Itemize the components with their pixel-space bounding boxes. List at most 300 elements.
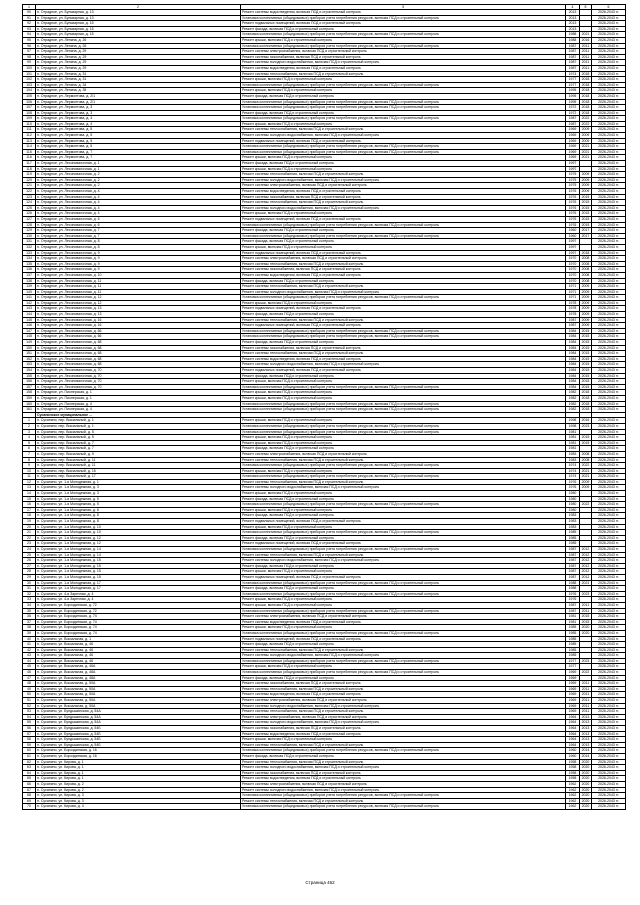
row-number: 139 bbox=[23, 284, 36, 290]
last-repair-year-cell: 2009 bbox=[580, 323, 592, 329]
last-repair-year-cell: 2015 bbox=[580, 200, 592, 206]
planned-period-cell: 2026-2043 гг. bbox=[592, 429, 626, 435]
year-built-cell: 2013 bbox=[566, 15, 580, 21]
work-type-cell: Ремонт системы теплоснабжения, включая ПСД и строительный контроль bbox=[241, 647, 566, 653]
row-number: 24 bbox=[23, 547, 36, 553]
work-type-cell: Установка коллективных (общедомовых) приборов учета потребления ресурсов, включая ПСД и строительный контроль bbox=[241, 295, 566, 301]
row-number: 158 bbox=[23, 390, 36, 396]
last-repair-year-cell: 2012 bbox=[580, 563, 592, 569]
row-number: 54 bbox=[23, 714, 36, 720]
row-number: 136 bbox=[23, 267, 36, 273]
work-type-cell: Ремонт фасада, включая ПСД и строительный контроль bbox=[241, 642, 566, 648]
last-repair-year-cell: 2015 bbox=[580, 194, 592, 200]
column-number: 3 bbox=[241, 5, 566, 10]
address-cell: п. Отрадное, ул. Бульварная, д. 15 bbox=[36, 21, 241, 27]
row-number: 69 bbox=[23, 798, 36, 804]
planned-period-cell: 2026-2043 гг. bbox=[592, 379, 626, 385]
work-type-cell: Ремонт системы теплоснабжения, включая ПСД и строительный контроль bbox=[241, 457, 566, 463]
column-number: 1 bbox=[23, 5, 36, 10]
planned-period-cell: 2026-2043 гг. bbox=[592, 524, 626, 530]
last-repair-year-cell: 2011 bbox=[580, 65, 592, 71]
work-type-cell: Ремонт системы водоотведения, включая ПСД и строительный контроль bbox=[241, 619, 566, 625]
row-number: 130 bbox=[23, 233, 36, 239]
address-cell: п. Отрадное, ул. Лермонтова, д. 5 bbox=[36, 133, 241, 139]
last-repair-year-cell: 2014 bbox=[580, 753, 592, 759]
work-type-cell: Установка коллективных (общедомовых) приборов учета потребления ресурсов, включая ПСД и строительный контроль bbox=[241, 144, 566, 150]
row-number: 159 bbox=[23, 395, 36, 401]
address-cell: п. Отрадное, ул. Лесоповалочная, д. 70 bbox=[36, 373, 241, 379]
planned-period-cell: 2026-2043 гг. bbox=[592, 351, 626, 357]
year-built-cell: 1964 bbox=[566, 726, 580, 732]
year-built-cell: 1997 bbox=[566, 161, 580, 167]
last-repair-year-cell: 2015 bbox=[580, 216, 592, 222]
work-type-cell: Ремонт системы холодного водоснабжения, включая ПСД и строительный контроль bbox=[241, 703, 566, 709]
planned-period-cell: 2026-2043 гг. bbox=[592, 138, 626, 144]
row-number: 146 bbox=[23, 323, 36, 329]
work-type-cell: Установка коллективных (общедомовых) приборов учета потребления ресурсов, включая ПСД и строительный контроль bbox=[241, 401, 566, 407]
work-type-cell: Установка коллективных (общедомовых) приборов учета потребления ресурсов, включая ПСД и строительный контроль bbox=[241, 591, 566, 597]
year-built-cell: 1977 bbox=[566, 658, 580, 664]
year-built-cell: 1985 bbox=[566, 642, 580, 648]
row-number: 32 bbox=[23, 591, 36, 597]
work-type-cell: Ремонт фасада, включая ПСД и строительный контроль bbox=[241, 586, 566, 592]
row-number: 103 bbox=[23, 82, 36, 88]
planned-period-cell: 2026-2043 гг. bbox=[592, 93, 626, 99]
address-cell: п. Сусанино, ул. Вокзальная, д. 46 bbox=[36, 653, 241, 659]
work-type-cell: Ремонт системы газоснабжения, включая ПСД и строительный контроль bbox=[241, 345, 566, 351]
work-type-cell: Ремонт фасада, включая ПСД и строительный контроль bbox=[241, 513, 566, 519]
year-built-cell: 1962 bbox=[566, 793, 580, 799]
address-cell: п. Отрадное, ул. Лесоповалочная, д. 11 bbox=[36, 289, 241, 295]
year-built-cell: 1987 bbox=[566, 60, 580, 66]
year-built-cell: 1982 bbox=[566, 407, 580, 413]
year-built-cell: 1974 bbox=[566, 468, 580, 474]
last-repair-year-cell: 2012 bbox=[580, 547, 592, 553]
work-type-cell: Ремонт фасада, включая ПСД и строительный контроль bbox=[241, 446, 566, 452]
last-repair-year-cell: 2023 bbox=[580, 591, 592, 597]
planned-period-cell: 2026-2043 гг. bbox=[592, 574, 626, 580]
planned-period-cell: 2026-2043 гг. bbox=[592, 155, 626, 161]
last-repair-year-cell: 2009 bbox=[580, 289, 592, 295]
planned-period-cell: 2026-2043 гг. bbox=[592, 205, 626, 211]
work-type-cell: Ремонт крыши, включая ПСД и строительный контроль bbox=[241, 77, 566, 83]
work-type-cell: Ремонт подвальных помещений, включая ПСД и строительный контроль bbox=[241, 574, 566, 580]
year-built-cell: 1974 bbox=[566, 463, 580, 469]
planned-period-cell: 2026-2043 гг. bbox=[592, 496, 626, 502]
work-type-cell: Ремонт системы теплоснабжения, включая ПСД и строительный контроль bbox=[241, 798, 566, 804]
work-type-cell: Ремонт системы газоснабжения, включая ПСД и строительный контроль bbox=[241, 681, 566, 687]
work-type-cell: Ремонт подвальных помещений, включая ПСД и строительный контроль bbox=[241, 323, 566, 329]
planned-period-cell: 2026-2043 гг. bbox=[592, 211, 626, 217]
work-type-cell: Установка коллективных (общедомовых) приборов учета потребления ресурсов, включая ПСД и строительный контроль bbox=[241, 658, 566, 664]
last-repair-year-cell: 2022 bbox=[580, 502, 592, 508]
work-type-cell: Ремонт системы холодного водоснабжения, включая ПСД и строительный контроль bbox=[241, 787, 566, 793]
last-repair-year-cell: 2014 bbox=[580, 748, 592, 754]
last-repair-year-cell: 2009 bbox=[580, 317, 592, 323]
table-row bbox=[23, 804, 626, 810]
address-cell: п. Отрадное, ул. Ленина, д. 31 bbox=[36, 71, 241, 77]
work-type-cell: Ремонт системы водоотведения, включая ПСД и строительный контроль bbox=[241, 272, 566, 278]
planned-period-cell: 2026-2043 гг. bbox=[592, 345, 626, 351]
row-number: 13 bbox=[23, 485, 36, 491]
address-cell: п. Отрадное, ул. Пионерская, д. 1 bbox=[36, 390, 241, 396]
last-repair-year-cell: 2013 bbox=[580, 737, 592, 743]
row-number: 1 bbox=[23, 418, 36, 424]
year-built-cell: 1972 bbox=[566, 110, 580, 116]
address-cell: п. Отрадное, ул. Лесоповалочная, д. 13 bbox=[36, 312, 241, 318]
row-number: 160 bbox=[23, 401, 36, 407]
planned-period-cell: 2026-2043 гг. bbox=[592, 228, 626, 234]
address-cell: п. Сусанино, ул. 1-я Молодежная, д. 10 bbox=[36, 524, 241, 530]
year-built-cell: 1976 bbox=[566, 216, 580, 222]
work-type-cell: Установка коллективных (общедомовых) приборов учета потребления ресурсов, включая ПСД и строительный контроль bbox=[241, 334, 566, 340]
work-type-cell: Ремонт крыши, включая ПСД и строительный контроль bbox=[241, 121, 566, 127]
year-built-cell: 2013 bbox=[566, 21, 580, 27]
address-cell: п. Сусанино, ул. Вокзальная, д. 46 bbox=[36, 642, 241, 648]
work-type-cell: Ремонт фасада, включая ПСД и строительный контроль bbox=[241, 675, 566, 681]
work-type-cell: Ремонт подвальных помещений, включая ПСД и строительный контроль bbox=[241, 541, 566, 547]
work-type-cell: Ремонт подвальных помещений, включая ПСД и строительный контроль bbox=[241, 21, 566, 27]
address-cell: п. Отрадное, ул. Ленина, д. 29 bbox=[36, 65, 241, 71]
planned-period-cell: 2026-2043 гг. bbox=[592, 233, 626, 239]
work-type-cell: Ремонт системы теплоснабжения, включая ПСД и строительный контроль bbox=[241, 284, 566, 290]
row-number: 53 bbox=[23, 709, 36, 715]
planned-period-cell: 2026-2043 гг. bbox=[592, 787, 626, 793]
year-built-cell: 2013 bbox=[566, 10, 580, 16]
year-built-cell: 1984 bbox=[566, 379, 580, 385]
year-built-cell: 1971 bbox=[566, 289, 580, 295]
row-number: 149 bbox=[23, 340, 36, 346]
row-number: 125 bbox=[23, 205, 36, 211]
work-type-cell: Ремонт системы теплоснабжения, включая ПСД и строительный контроль bbox=[241, 709, 566, 715]
work-type-cell: Ремонт подвальных помещений, включая ПСД и строительный контроль bbox=[241, 368, 566, 374]
planned-period-cell: 2026-2043 гг. bbox=[592, 569, 626, 575]
work-type-cell: Установка коллективных (общедомовых) приборов учета потребления ресурсов, включая ПСД и строительный контроль bbox=[241, 32, 566, 38]
year-built-cell: 1985 bbox=[566, 625, 580, 631]
address-cell: п. Отрадное, ул. Лесоповалочная, д. 4 bbox=[36, 189, 241, 195]
planned-period-cell: 2026-2043 гг. bbox=[592, 71, 626, 77]
row-number: 22 bbox=[23, 535, 36, 541]
planned-period-cell: 2026-2043 гг. bbox=[592, 552, 626, 558]
work-type-cell: Ремонт системы теплоснабжения, включая ПСД и строительный контроль bbox=[241, 742, 566, 748]
planned-period-cell: 2026-2043 гг. bbox=[592, 535, 626, 541]
work-type-cell: Ремонт системы электроснабжения, включая ПСД и строительный контроль bbox=[241, 49, 566, 55]
row-number: 101 bbox=[23, 71, 36, 77]
address-cell: п. Сусанино, ул. Вокзальная, д. 50А bbox=[36, 703, 241, 709]
last-repair-year-cell: 2015 bbox=[580, 362, 592, 368]
address-cell: п. Сусанино, ул. Бундышинская, д. 54А bbox=[36, 714, 241, 720]
address-cell: п. Отрадное, ул. Лесоповалочная, д. 12 bbox=[36, 300, 241, 306]
last-repair-year-cell: 2020 bbox=[580, 765, 592, 771]
planned-period-cell: 2026-2043 гг. bbox=[592, 491, 626, 497]
work-type-cell: Ремонт фасада, включая ПСД и строительный контроль bbox=[241, 535, 566, 541]
work-type-cell: Ремонт системы холодного водоснабжения, включая ПСД и строительный контроль bbox=[241, 765, 566, 771]
year-built-cell: 1983 bbox=[566, 457, 580, 463]
address-cell: п. Сусанино, ул. Кирова, д. 3 bbox=[36, 798, 241, 804]
row-number: 12 bbox=[23, 479, 36, 485]
last-repair-year-cell: 2018 bbox=[580, 110, 592, 116]
work-type-cell: Ремонт системы газоснабжения, включая ПСД и строительный контроль bbox=[241, 726, 566, 732]
last-repair-year-cell: 2009 bbox=[580, 138, 592, 144]
address-cell: п. Отрадное, ул. Лесоповалочная, д. 7 bbox=[36, 228, 241, 234]
address-cell: п. Отрадное, ул. Лесоповалочная, д. 66 bbox=[36, 334, 241, 340]
row-number: 108 bbox=[23, 110, 36, 116]
row-number: 4 bbox=[23, 435, 36, 441]
address-cell: п. Отрадное, ул. Лесоповалочная, д. 1 bbox=[36, 166, 241, 172]
year-built-cell: 1962 bbox=[566, 781, 580, 787]
row-number: 65 bbox=[23, 776, 36, 782]
row-number: 44 bbox=[23, 658, 36, 664]
year-built-cell: 1962 bbox=[566, 804, 580, 810]
address-cell: п. Отрадное, ул. Бульварная, д. 15 bbox=[36, 32, 241, 38]
row-number: 96 bbox=[23, 43, 36, 49]
year-built-cell: 1976 bbox=[566, 194, 580, 200]
address-cell: п. Сусанино, пер. Вокзальный, д. 7 bbox=[36, 446, 241, 452]
row-number: 114 bbox=[23, 144, 36, 150]
row-number: 16 bbox=[23, 502, 36, 508]
planned-period-cell: 2026-2043 гг. bbox=[592, 340, 626, 346]
planned-period-cell: 2026-2043 гг. bbox=[592, 591, 626, 597]
planned-period-cell: 2026-2043 гг. bbox=[592, 580, 626, 586]
row-number: 56 bbox=[23, 726, 36, 732]
year-built-cell: 1978 bbox=[566, 300, 580, 306]
address-cell: п. Сусанино, ул. 1-я Молодежная, д. 8 bbox=[36, 513, 241, 519]
work-type-cell: Ремонт системы водоотведения, включая ПСД и строительный контроль bbox=[241, 356, 566, 362]
row-number: 106 bbox=[23, 99, 36, 105]
planned-period-cell: 2026-2043 гг. bbox=[592, 457, 626, 463]
planned-period-cell: 2026-2043 гг. bbox=[592, 653, 626, 659]
planned-period-cell: 2026-2043 гг. bbox=[592, 507, 626, 513]
year-built-cell: 1976 bbox=[566, 211, 580, 217]
row-number: 119 bbox=[23, 172, 36, 178]
row-number: 28 bbox=[23, 569, 36, 575]
address-cell: п. Сусанино, ул. 1-я Молодежная, д. 17 bbox=[36, 586, 241, 592]
row-number: 58 bbox=[23, 737, 36, 743]
year-built-cell: 1983 bbox=[566, 451, 580, 457]
planned-period-cell: 2026-2043 гг. bbox=[592, 323, 626, 329]
row-number: 98 bbox=[23, 54, 36, 60]
address-cell: п. Отрадное, ул. Лесоповалочная, д. 8 bbox=[36, 244, 241, 250]
last-repair-year-cell: 2015 bbox=[580, 373, 592, 379]
address-cell: п. Отрадное, ул. Ленина, д. 34 bbox=[36, 82, 241, 88]
work-type-cell: Ремонт крыши, включая ПСД и строительный контроль bbox=[241, 440, 566, 446]
year-built-cell: 1985 bbox=[566, 541, 580, 547]
address-cell: п. Отрадное, ул. Лесоповалочная, д. 66 bbox=[36, 328, 241, 334]
row-number: 111 bbox=[23, 127, 36, 133]
work-type-cell: Ремонт фасада, включая ПСД и строительный контроль bbox=[241, 239, 566, 245]
last-repair-year-cell: 2022 bbox=[580, 121, 592, 127]
row-number: 161 bbox=[23, 407, 36, 413]
address-cell: п. Отрадное, ул. Лесоповалочная, д. 11 bbox=[36, 284, 241, 290]
last-repair-year-cell: 2021 bbox=[580, 474, 592, 480]
row-number: 55 bbox=[23, 720, 36, 726]
year-built-cell: 1969 bbox=[566, 138, 580, 144]
work-type-cell: Ремонт крыши, включая ПСД и строительный контроль bbox=[241, 395, 566, 401]
last-repair-year-cell: 2020 bbox=[580, 787, 592, 793]
planned-period-cell: 2026-2043 гг. bbox=[592, 328, 626, 334]
row-number: 147 bbox=[23, 328, 36, 334]
year-built-cell: 1997 bbox=[566, 250, 580, 256]
year-built-cell: 1988 bbox=[566, 580, 580, 586]
work-type-cell: Ремонт подвальных помещений, включая ПСД и строительный контроль bbox=[241, 519, 566, 525]
row-number: 104 bbox=[23, 88, 36, 94]
work-type-cell: Установка коллективных (общедомовых) приборов учета потребления ресурсов, включая ПСД и строительный контроль bbox=[241, 82, 566, 88]
work-type-cell: Ремонт системы теплоснабжения, включая ПСД и строительный контроль bbox=[241, 759, 566, 765]
year-built-cell: 1962 bbox=[566, 787, 580, 793]
row-number: 40 bbox=[23, 636, 36, 642]
row-number: 156 bbox=[23, 379, 36, 385]
work-type-cell: Ремонт системы холодного водоснабжения, включая ПСД и строительный контроль bbox=[241, 133, 566, 139]
planned-period-cell: 2026-2043 гг. bbox=[592, 77, 626, 83]
address-cell: п. Сусанино, ул. Вокзальная, д. 46 bbox=[36, 658, 241, 664]
last-repair-year-cell: 2015 bbox=[580, 205, 592, 211]
year-built-cell: 1981 bbox=[566, 614, 580, 620]
address-cell: п. Отрадное, ул. Лесоповалочная, д. 2 bbox=[36, 183, 241, 189]
last-repair-year-cell: 2012 bbox=[580, 574, 592, 580]
year-built-cell: 1988 bbox=[566, 37, 580, 43]
address-cell: п. Сусанино, ул. Бундышинская, д. 54Б bbox=[36, 726, 241, 732]
work-type-cell: Установка коллективных (общедомовых) приборов учета потребления ресурсов, включая ПСД и строительный контроль bbox=[241, 116, 566, 122]
planned-period-cell: 2026-2043 гг. bbox=[592, 558, 626, 564]
planned-period-cell: 2026-2043 гг. bbox=[592, 798, 626, 804]
address-cell: п. Сусанино, ул. 1-я Молодежная, д. 10 bbox=[36, 530, 241, 536]
row-number: 8 bbox=[23, 457, 36, 463]
address-cell: п. Сусанино, ул. Бундышинская, д. 54А bbox=[36, 720, 241, 726]
address-cell: п. Отрадное, ул. Бульварная, д. 15 bbox=[36, 26, 241, 32]
year-built-cell: 1969 bbox=[566, 127, 580, 133]
planned-period-cell: 2026-2043 гг. bbox=[592, 278, 626, 284]
address-cell: п. Отрадное, ул. Лесоповалочная, д. 4 bbox=[36, 200, 241, 206]
planned-period-cell: 2026-2043 гг. bbox=[592, 731, 626, 737]
work-type-cell: Установка коллективных (общедомовых) приборов учета потребления ресурсов, включая ПСД и строительный контроль bbox=[241, 15, 566, 21]
planned-period-cell: 2026-2043 гг. bbox=[592, 720, 626, 726]
work-type-cell: Ремонт крыши, включая ПСД и строительный контроль bbox=[241, 435, 566, 441]
year-built-cell: 1980 bbox=[566, 507, 580, 513]
year-built-cell: 1958 bbox=[566, 776, 580, 782]
year-built-cell: 1976 bbox=[566, 591, 580, 597]
year-built-cell: 1983 bbox=[566, 524, 580, 530]
address-cell: п. Отрадное, ул. Лесоповалочная, д. 68 bbox=[36, 340, 241, 346]
address-cell: п. Сусанино, пер. Вокзальный, д. 9 bbox=[36, 451, 241, 457]
last-repair-year-cell: 2013 bbox=[580, 726, 592, 732]
last-repair-year-cell: 2009 bbox=[580, 300, 592, 306]
work-type-cell: Ремонт системы водоотведения, включая ПСД и строительный контроль bbox=[241, 692, 566, 698]
address-cell: п. Сусанино, ул. 1-я Молодежная, д. 5 bbox=[36, 496, 241, 502]
last-repair-year-cell: 2021 bbox=[580, 32, 592, 38]
planned-period-cell: 2026-2043 гг. bbox=[592, 10, 626, 16]
address-cell: п. Отрадное, ул. Лесоповалочная, д. 70 bbox=[36, 384, 241, 390]
address-cell: п. Отрадное, ул. Лесоповалочная, д. 13 bbox=[36, 306, 241, 312]
row-number: 155 bbox=[23, 373, 36, 379]
year-built-cell: 1974 bbox=[566, 71, 580, 77]
planned-period-cell: 2026-2043 гг. bbox=[592, 642, 626, 648]
row-number: 113 bbox=[23, 138, 36, 144]
planned-period-cell: 2026-2043 гг. bbox=[592, 144, 626, 150]
year-built-cell: 1969 bbox=[566, 133, 580, 139]
last-repair-year-cell: 2016 bbox=[580, 37, 592, 43]
row-number: 43 bbox=[23, 653, 36, 659]
row-number: 109 bbox=[23, 116, 36, 122]
row-number: 157 bbox=[23, 384, 36, 390]
year-built-cell: 1997 bbox=[566, 166, 580, 172]
row-number: 120 bbox=[23, 177, 36, 183]
planned-period-cell: 2026-2043 гг. bbox=[592, 15, 626, 21]
year-built-cell: 1976 bbox=[566, 597, 580, 603]
row-number: 35 bbox=[23, 608, 36, 614]
work-type-cell: Ремонт системы водоотведения, включая ПСД и строительный контроль bbox=[241, 65, 566, 71]
address-cell: п. Отрадное, ул. Лесоповалочная, д. 68 bbox=[36, 356, 241, 362]
planned-period-cell: 2026-2043 гг. bbox=[592, 317, 626, 323]
work-type-cell: Ремонт системы холодного водоснабжения, включая ПСД и строительный контроль bbox=[241, 177, 566, 183]
planned-period-cell: 2026-2043 гг. bbox=[592, 647, 626, 653]
work-type-cell: Ремонт подвальных помещений, включая ПСД и строительный контроль bbox=[241, 636, 566, 642]
year-built-cell: 1981 bbox=[566, 435, 580, 441]
address-cell: п. Сусанино, ул. Кирова, д. 1 bbox=[36, 759, 241, 765]
row-number: 25 bbox=[23, 552, 36, 558]
row-number: 21 bbox=[23, 530, 36, 536]
row-number: 45 bbox=[23, 664, 36, 670]
work-type-cell: Ремонт системы газоснабжения, включая ПСД и строительный контроль bbox=[241, 194, 566, 200]
last-repair-year-cell: 2011 bbox=[580, 608, 592, 614]
work-type-cell: Ремонт системы водоотведения, включая ПСД и строительный контроль bbox=[241, 10, 566, 16]
year-built-cell: 1983 bbox=[566, 513, 580, 519]
year-built-cell: 1969 bbox=[566, 703, 580, 709]
work-type-cell: Установка коллективных (общедомовых) приборов учета потребления ресурсов, включая ПСД и строительный контроль bbox=[241, 149, 566, 155]
year-built-cell: 1969 bbox=[566, 698, 580, 704]
address-cell: п. Сусанино, ул. 1-я Молодежная, д. 14 bbox=[36, 552, 241, 558]
address-cell: п. Отрадное, ул. Лесоповалочная, д. 16 bbox=[36, 317, 241, 323]
row-number: 62 bbox=[23, 759, 36, 765]
last-repair-year-cell: 2018 bbox=[580, 99, 592, 105]
row-number: 14 bbox=[23, 491, 36, 497]
last-repair-year-cell: 2009 bbox=[580, 312, 592, 318]
row-number: 57 bbox=[23, 731, 36, 737]
address-cell: п. Сусанино, ул. Кирова, д. 1 bbox=[36, 770, 241, 776]
year-built-cell: 2013 bbox=[566, 26, 580, 32]
address-cell: п. Отрадное, ул. Лесоповалочная, д. 70 bbox=[36, 379, 241, 385]
year-built-cell: 1976 bbox=[566, 485, 580, 491]
planned-period-cell: 2026-2043 гг. bbox=[592, 770, 626, 776]
year-built-cell: 1987 bbox=[566, 65, 580, 71]
year-built-cell: 1983 bbox=[566, 519, 580, 525]
year-built-cell: 1958 bbox=[566, 759, 580, 765]
column-number: 6 bbox=[592, 5, 626, 10]
planned-period-cell: 2026-2043 гг. bbox=[592, 692, 626, 698]
year-built-cell: 1995 bbox=[566, 88, 580, 94]
work-type-cell: Ремонт системы холодного водоснабжения, включая ПСД и строительный контроль bbox=[241, 720, 566, 726]
work-type-cell: Ремонт системы электроснабжения, включая ПСД и строительный контроль bbox=[241, 183, 566, 189]
row-number: 90 bbox=[23, 10, 36, 16]
year-built-cell: 1984 bbox=[566, 345, 580, 351]
last-repair-year-cell: 2022 bbox=[580, 116, 592, 122]
planned-period-cell: 2026-2043 гг. bbox=[592, 435, 626, 441]
row-number: 131 bbox=[23, 239, 36, 245]
year-built-cell: 1987 bbox=[566, 116, 580, 122]
row-number: 49 bbox=[23, 686, 36, 692]
year-built-cell: 1976 bbox=[566, 479, 580, 485]
address-cell: п. Отрадное, ул. Лесоповалочная, д. 70 bbox=[36, 368, 241, 374]
row-number: 118 bbox=[23, 166, 36, 172]
planned-period-cell: 2026-2043 гг. bbox=[592, 312, 626, 318]
year-built-cell: 1987 bbox=[566, 574, 580, 580]
address-cell: п. Сусанино, ул. Кирова, д. 3 bbox=[36, 793, 241, 799]
planned-period-cell: 2026-2043 гг. bbox=[592, 21, 626, 27]
address-cell: п. Сусанино, пер. Вокзальный, д. 15 bbox=[36, 468, 241, 474]
year-built-cell: 1998 bbox=[566, 423, 580, 429]
work-type-cell: Ремонт системы теплоснабжения, включая ПСД и строительный контроль bbox=[241, 172, 566, 178]
year-built-cell: 1998 bbox=[566, 418, 580, 424]
address-cell: п. Отрадное, ул. Ленина, д. 26 bbox=[36, 43, 241, 49]
